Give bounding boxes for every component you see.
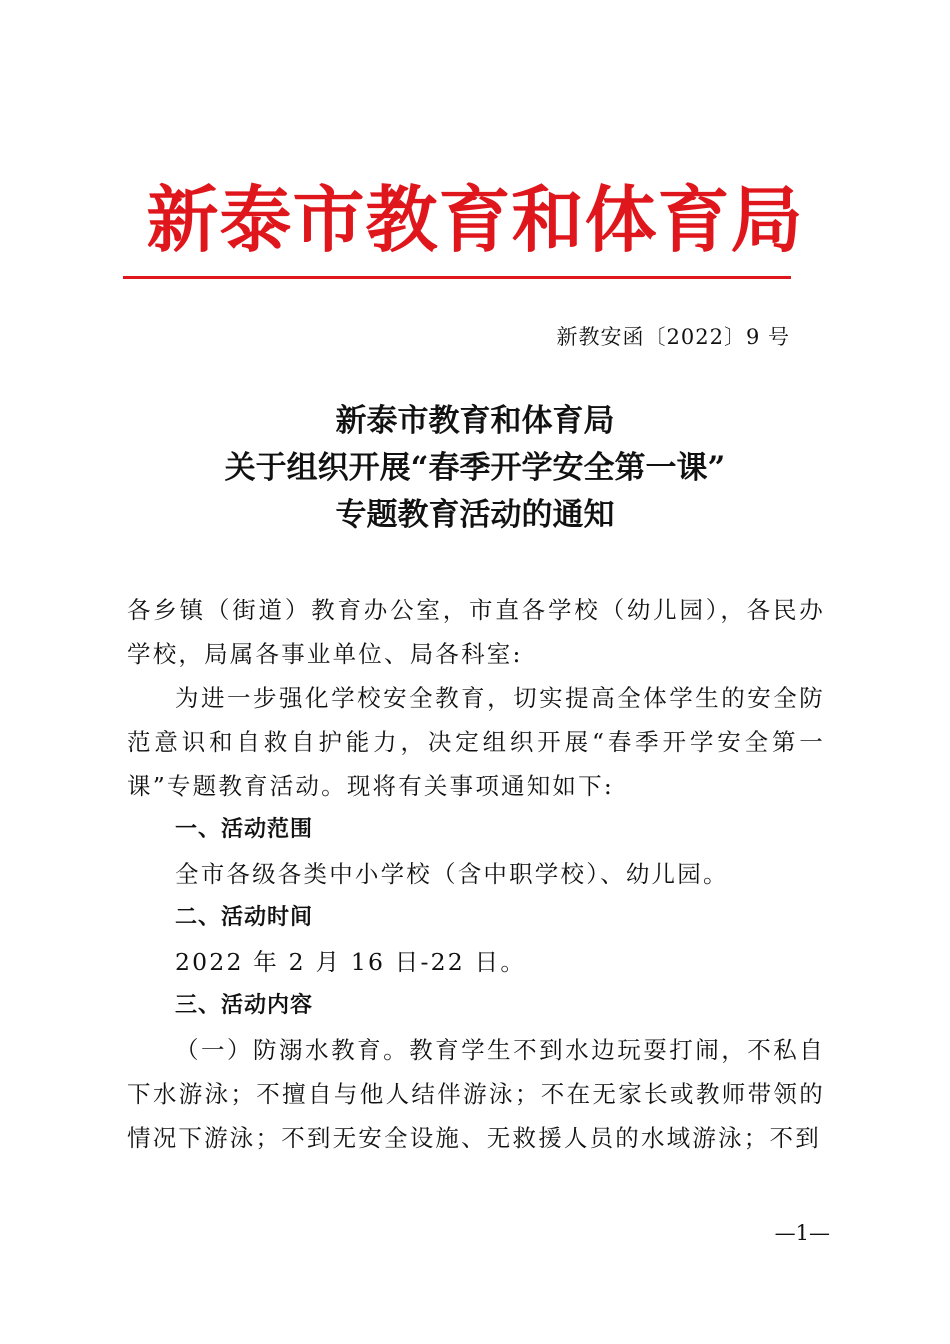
page-number: —1— <box>774 1221 830 1245</box>
document-body <box>127 588 825 1160</box>
masthead-issuer-name: 新泰市教育和体育局 <box>146 177 804 262</box>
intro-paragraph: 为进一步强化学校安全教育，切实提高全体学生的安全防范意识和自救自护能力，决定组织开展“春季开学安全第一课”专题教育活动。现将有关事项通知如下: <box>127 684 825 800</box>
title-line-3: 专题教育活动的通知 <box>335 497 615 533</box>
document-title <box>0 398 950 539</box>
section-item-drowning-prevention: （一）防溺水教育。教育学生不到水边玩耍打闹，不私自下水游泳；不擅自与他人结伴游泳；不在无家长或教师带领的情况下游泳；不到无安全设施、无救援人员的水域游泳；不到 <box>127 1036 825 1152</box>
section-text-time: 2022 年 2 月 16 日-22 日。 <box>175 948 527 976</box>
section-heading-content: 三、活动内容 <box>175 993 314 1018</box>
section-text-scope: 全市各级各类中小学校（含中职学校）、幼儿园。 <box>175 860 729 888</box>
section-heading-scope: 一、活动范围 <box>175 817 314 842</box>
title-line-1: 新泰市教育和体育局 <box>335 403 615 439</box>
masthead-red-rule <box>123 276 791 279</box>
addressees-paragraph: 各乡镇（街道）教育办公室，市直各学校（幼儿园），各民办学校，局属各事业单位、局各科室: <box>127 596 825 668</box>
section-heading-time: 二、活动时间 <box>175 905 314 930</box>
title-line-2: 关于组织开展“春季开学安全第一课” <box>224 450 726 486</box>
document-number: 新教安函〔2022〕9 号 <box>556 325 790 349</box>
